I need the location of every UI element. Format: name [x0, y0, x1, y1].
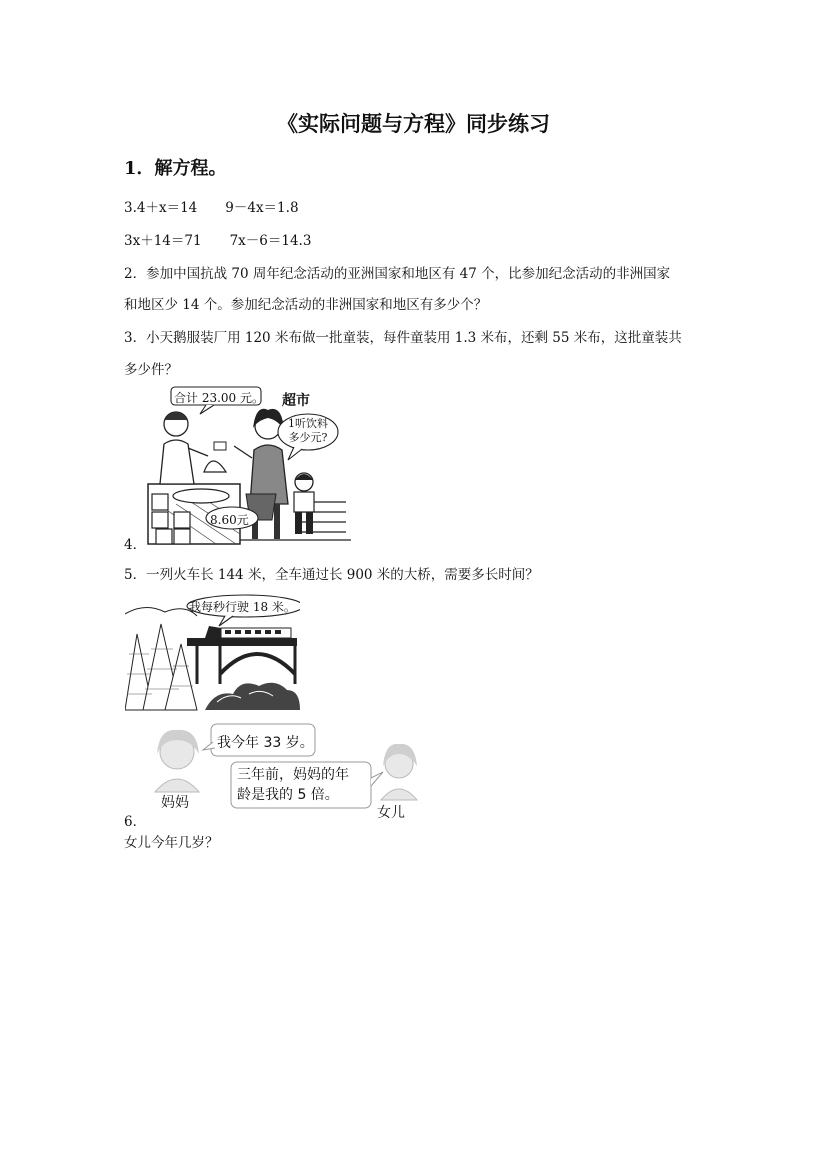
- drink-question-line-1: 1听饮料: [288, 417, 328, 430]
- equation-2: 9－4x＝1.8: [225, 200, 299, 216]
- daughter-label: 女儿: [377, 805, 405, 821]
- total-price-bubble: 合计 23.00 元。: [174, 391, 264, 405]
- drink-question-line-2: 多少元?: [288, 431, 328, 444]
- question-1-heading: 1．解方程。: [124, 158, 227, 179]
- mother-daughter-illustration: [145, 720, 425, 820]
- equation-row-1: [124, 196, 299, 216]
- drink-question-bubble: [286, 417, 330, 445]
- page-title: 《实际问题与方程》同步练习: [277, 111, 550, 136]
- equation-4: 7x－6＝14.3: [229, 233, 312, 249]
- price-bubble: 8.60元: [210, 513, 249, 527]
- equation-1: 3.4＋x＝14: [124, 200, 198, 216]
- question-3-line-2: 多少件？: [124, 362, 178, 378]
- question-2-line-1: 2．参加中国抗战 70 周年纪念活动的亚洲国家和地区有 47 个，比参加纪念活动的非洲国家: [124, 266, 671, 282]
- daughter-bubble: [237, 765, 349, 805]
- equation-3: 3x＋14＝71: [124, 233, 202, 249]
- daughter-bubble-line-1: 三年前，妈妈的年: [237, 767, 349, 783]
- supermarket-illustration: [146, 384, 351, 546]
- question-5-text: 5．一列火车长 144 米，全车通过长 900 米的大桥，需要多长时间？: [124, 567, 539, 583]
- daughter-bubble-line-2: 龄是我的 5 倍。: [237, 787, 339, 803]
- question-2-line-2: 和地区少 14 个。参加纪念活动的非洲国家和地区有多少个？: [124, 297, 488, 313]
- mother-age-bubble: 我今年 33 岁。: [217, 735, 314, 751]
- question-6-text: 女儿今年几岁？: [124, 835, 219, 851]
- mother-label: 妈妈: [161, 795, 189, 811]
- question-4-number: 4．: [124, 537, 147, 553]
- equation-row-2: [124, 229, 311, 249]
- train-speed-bubble: 我每秒行驶 18 米。: [189, 600, 296, 614]
- question-6-number: 6．: [124, 814, 147, 830]
- supermarket-sign: 超市: [282, 393, 310, 409]
- question-3-line-1: 3．小天鹅服装厂用 120 米布做一批童装，每件童装用 1.3 米布，还剩 55 米布，这批童装共: [124, 330, 682, 346]
- train-bridge-illustration: [125, 594, 300, 712]
